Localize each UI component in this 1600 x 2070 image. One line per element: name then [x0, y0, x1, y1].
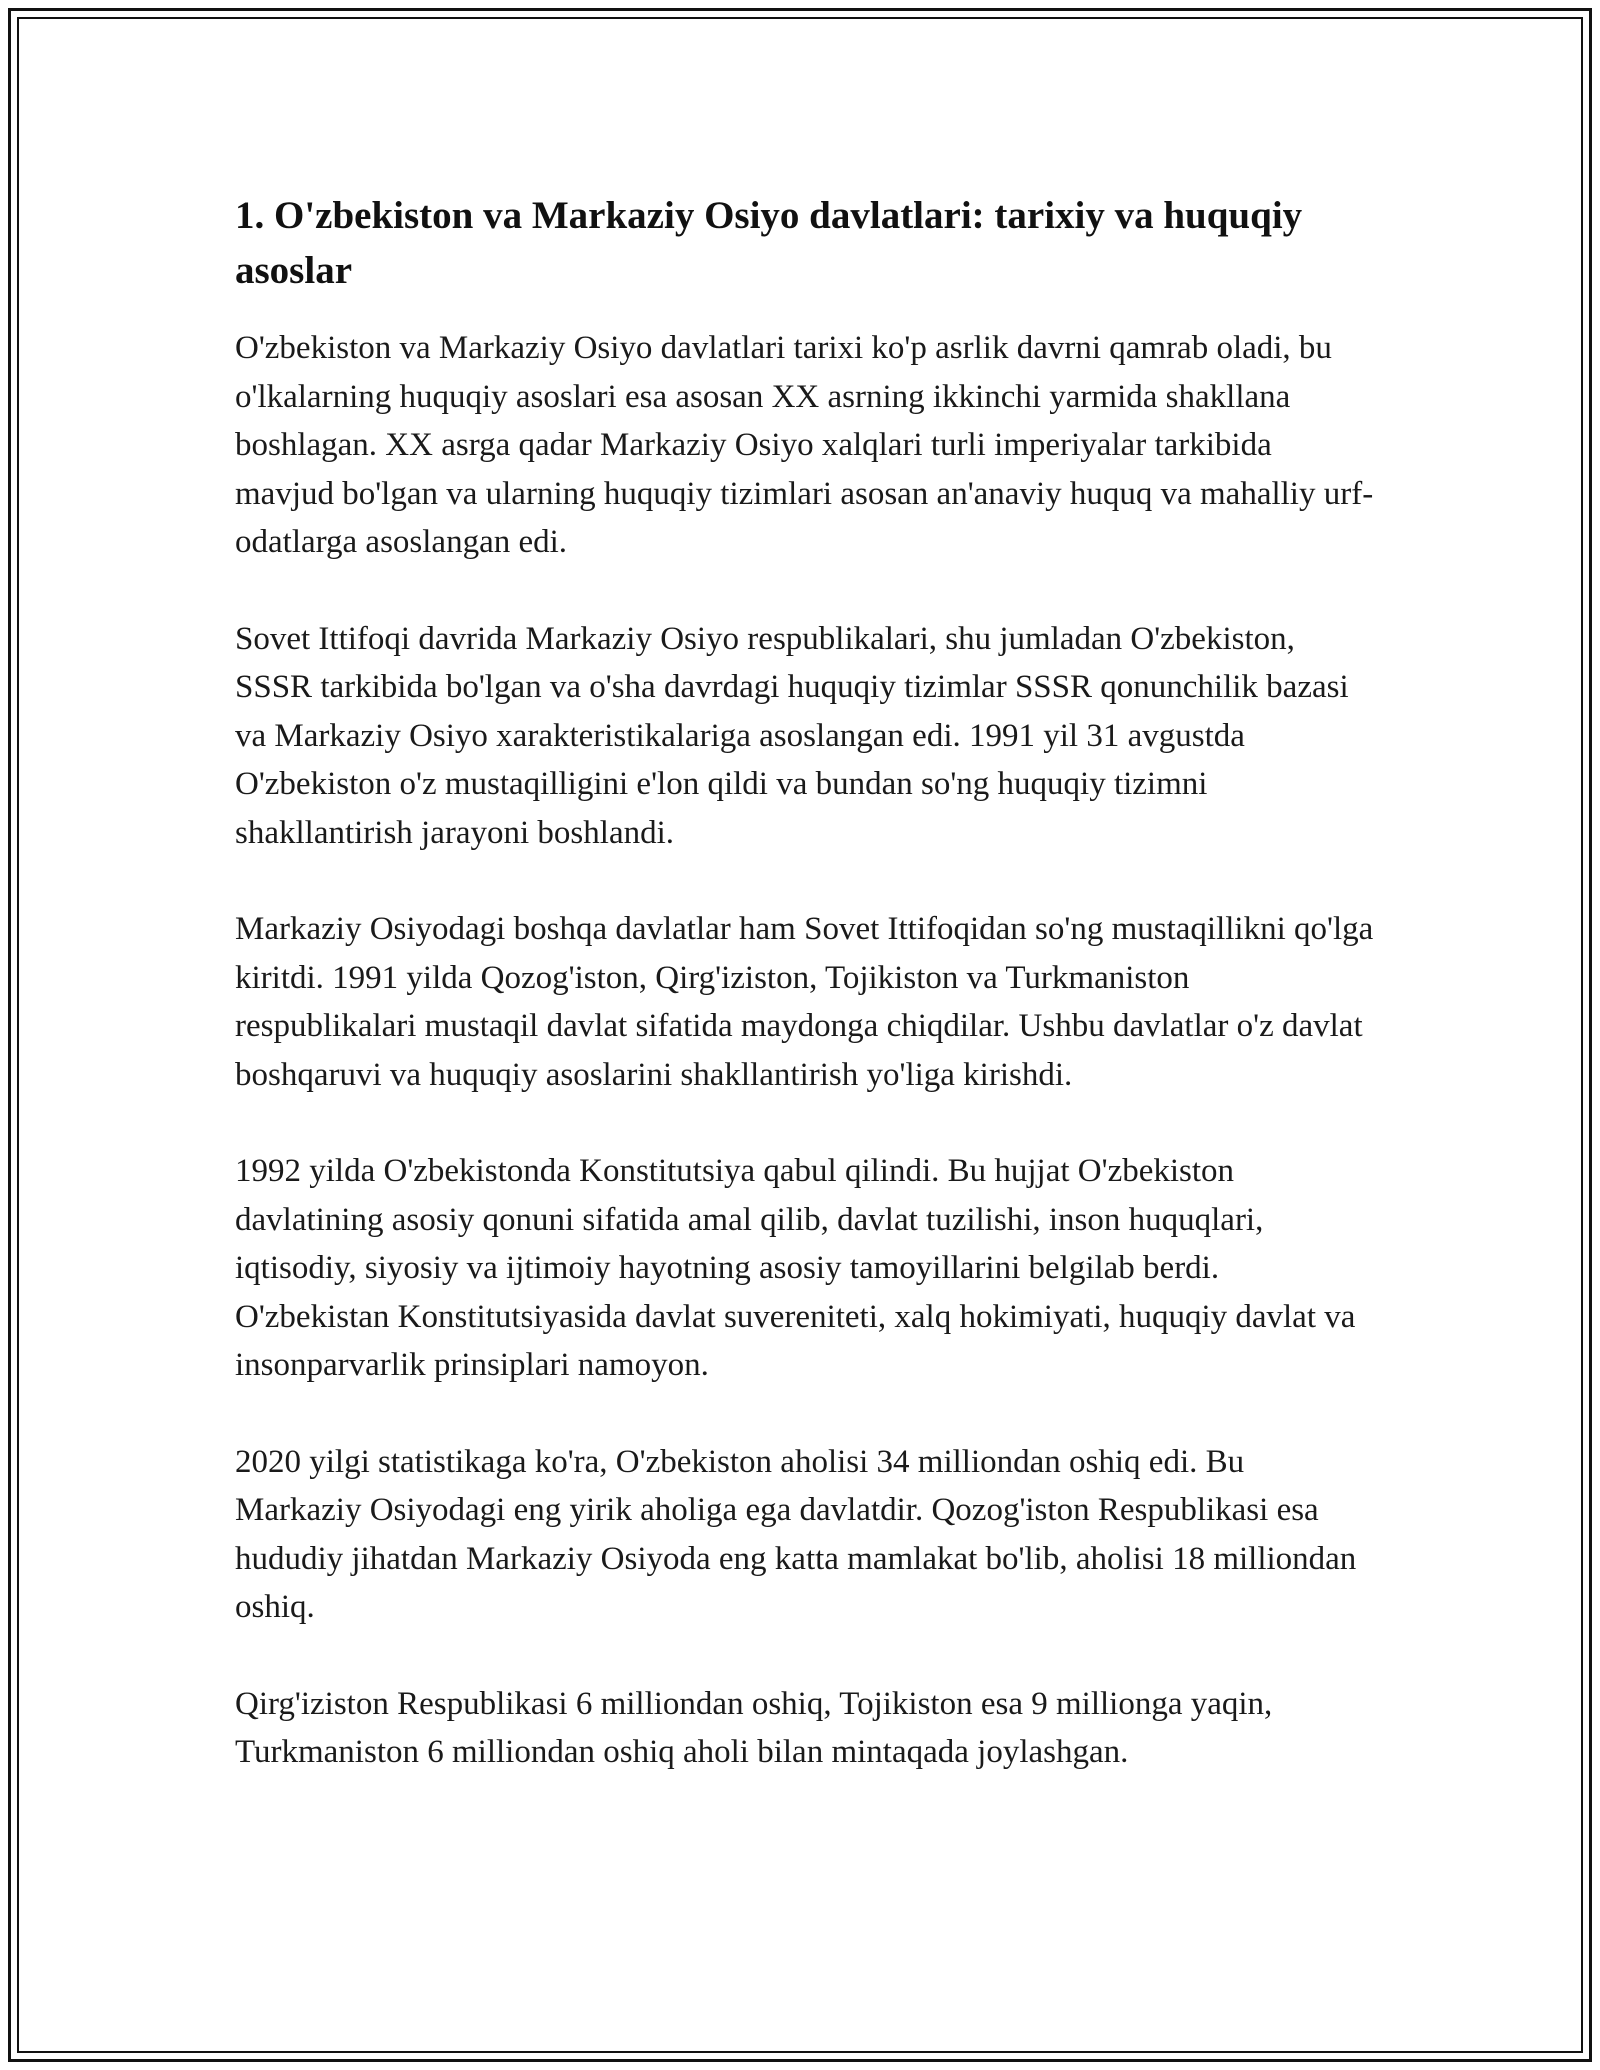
paragraph-soviet-period: Sovet Ittifoqi davrida Markaziy Osiyo respublikalari, shu jumladan O'zbekiston, SSSR tarkibida bo'lgan va o'sha davrdagi huquqiy tizimlar SSSR qonunchilik bazasi va Markaziy Osiyo xarakteristikalariga asoslangan edi. 1991 yil 31 avgustda O'zbekiston o'z mustaqilligini e'lon qildi va bundan so'ng huquqiy tizimni shakllantirish jarayoni boshlandi. [235, 620, 1349, 851]
paragraph-constitution: 1992 yilda O'zbekistonda Konstitutsiya qabul qilindi. Bu hujjat O'zbekiston davlatining asosiy qonuni sifatida amal qilib, davlat tuzilishi, inson huquqlari, iqtisodiy, siyosiy va ijtimoiy hayotning asosiy tamoyillarini belgilab berdi. O'zbekistan Konstitutsiyasida davlat suvereniteti, xalq hokimiyati, huquqiy davlat va insonparvarlik prinsiplari namoyon. [235, 1153, 1356, 1383]
document-body [235, 188, 1375, 1825]
paragraph-regional-independence: Markaziy Osiyodagi boshqa davlatlar ham Sovet Ittifoqidan so'ng mustaqillikni qo'lga kiritdi. 1991 yilda Qozog'iston, Qirg'iziston, Tojikiston va Turkmaniston respublikalari mustaqil davlat sifatida maydonga chiqdilar. Ushbu davlatlar o'z davlat boshqaruvi va huquqiy asoslarini shakllantirish yo'liga kirishdi. [235, 911, 1374, 1093]
paragraph-history-overview: O'zbekiston va Markaziy Osiyo davlatlari tarixi ko'p asrlik davrni qamrab oladi, bu o'lkalarning huquqiy asoslari esa asosan XX asrning ikkinchi yarmida shakllana boshlagan. XX asrga qadar Markaziy Osiyo xalqlari turli imperiyalar tarkibida mavjud bo'lgan va ularning huquqiy tizimlari asosan an'anaviy huquq va mahalliy urf-odatlarga asoslangan edi. [235, 330, 1374, 560]
document-title: 1. O'zbekiston va Markaziy Osiyo davlatlari: tarixiy va huquqiy asoslar [235, 194, 1303, 292]
paragraph-neighbor-populations: Qirg'iziston Respublikasi 6 milliondan oshiq, Tojikiston esa 9 millionga yaqin, Turkmaniston 6 milliondan oshiq aholi bilan mintaqada joylashgan. [235, 1685, 1273, 1770]
paragraph-population-statistics: 2020 yilgi statistikaga ko'ra, O'zbekiston aholisi 34 milliondan oshiq edi. Bu Markaziy Osiyodagi eng yirik aholiga ega davlatdir. Qozog'iston Respublikasi esa hududiy jihatdan Markaziy Osiyoda eng katta mamlakat bo'lib, aholisi 18 milliondan oshiq. [235, 1443, 1357, 1625]
